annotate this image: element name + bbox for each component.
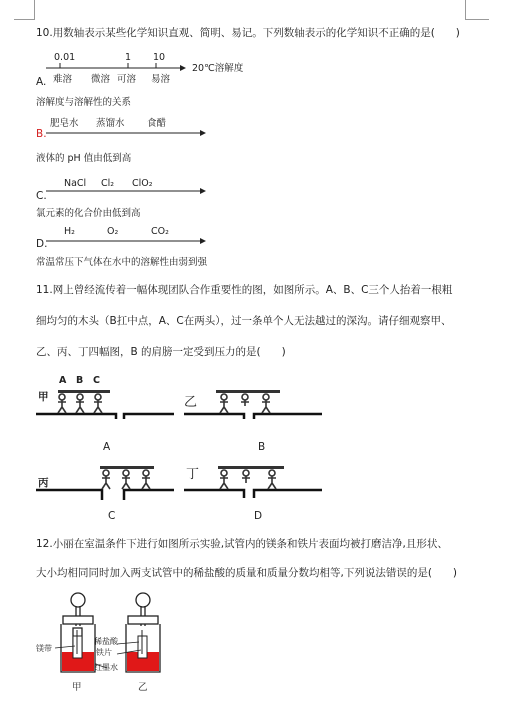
option-letter-b: B: [258, 441, 266, 453]
q10-b-label: 肥皂水: [50, 118, 79, 129]
page-corner-mark-right: [465, 0, 466, 20]
q10-b-label: 食醋: [147, 118, 167, 129]
q10-a-tick-label: 0.01: [54, 52, 76, 63]
q10-a-axis-end: 20℃溶解度: [192, 63, 244, 74]
option-letter-a: A: [103, 441, 111, 453]
q10-a-label: 易溶: [151, 74, 171, 85]
q12-line1: 12.小丽在室温条件下进行如图所示实验,试管内的镁条和铁片表面均被打磨洁净,且形状、: [36, 538, 448, 550]
q12-label-mg: 镁带: [36, 644, 52, 653]
panel-label-yi: 乙: [184, 395, 198, 410]
q12-label-right: 乙: [138, 682, 148, 693]
q10-a-label: 难溶: [53, 74, 73, 85]
q10-a-label: 微溶: [91, 74, 111, 85]
page-corner-mark-left: [34, 0, 35, 20]
panel-yi-figure: [184, 386, 324, 420]
q12-label-ink: 红墨水: [94, 663, 118, 672]
person-label-b: B: [76, 375, 84, 386]
q10-a-number-line: [46, 63, 186, 73]
q10-c-label: ClO₂: [132, 178, 153, 189]
panel-label-jia: 甲: [38, 391, 49, 403]
q10-d-label: CO₂: [151, 226, 169, 237]
person-label-a: A: [59, 375, 67, 386]
q11-line1: 11.网上曾经流传着一幅体现团队合作重要性的图，如图所示。A、B、C三个人抬着一根粗: [36, 284, 453, 296]
q10-stem: 10.用数轴表示某些化学知识直观、简明、易记。下列数轴表示的化学知识不正确的是( ): [36, 27, 460, 39]
panel-label-ding: 丁: [186, 467, 200, 482]
q10-d-letter: D.: [36, 238, 48, 250]
q12-label-left: 甲: [72, 682, 82, 693]
q10-b-caption: 液体的 pH 值由低到高: [36, 153, 132, 164]
q10-a-caption: 溶解度与溶解性的关系: [36, 97, 132, 108]
panel-bing-figure: [36, 462, 176, 502]
q12-line2: 大小均相同同时加入两支试管中的稀盐酸的质量和质量分数均相等,下列说法错误的是( ): [36, 567, 458, 579]
page-corner-mark-left: [14, 19, 35, 20]
q10-b-number-line: [46, 128, 206, 138]
q10-c-label: NaCl: [64, 178, 87, 189]
q10-b-label: 蒸馏水: [96, 118, 125, 129]
q10-a-label: 可溶: [117, 74, 137, 85]
q10-a-letter: A.: [36, 76, 47, 88]
panel-ding-figure: [184, 462, 324, 502]
q10-d-label: H₂: [64, 226, 75, 237]
q10-d-number-line: [46, 236, 206, 246]
panel-jia-figure: [36, 386, 176, 420]
q10-d-caption: 常温常压下气体在水中的溶解性由弱到强: [36, 257, 208, 268]
q10-c-number-line: [46, 186, 206, 196]
panel-label-bing: 丙: [38, 477, 49, 489]
q10-c-label: Cl₂: [101, 178, 115, 189]
q10-a-tick-label: 1: [125, 52, 132, 63]
q12-label-acid: 稀盐酸: [94, 637, 118, 646]
option-letter-d: D: [254, 510, 263, 522]
q12-label-fe: 铁片: [96, 648, 112, 657]
option-letter-c: C: [108, 510, 116, 522]
page-corner-mark-right: [465, 19, 489, 20]
q11-line2: 细均匀的木头（B扛中点，A、C在两头），过一条单个人无法越过的深沟。请仔细观察甲、: [36, 315, 452, 327]
q10-c-caption: 氯元素的化合价由低到高: [36, 208, 141, 219]
q10-d-label: O₂: [107, 226, 119, 237]
q10-c-letter: C.: [36, 190, 47, 202]
person-label-c: C: [93, 375, 100, 386]
q11-line3: 乙、丙、丁四幅图，B 的肩膀一定受到压力的是( ): [36, 346, 286, 358]
q10-b-letter: B.: [36, 128, 47, 140]
q10-a-tick-label: 10: [153, 52, 166, 63]
